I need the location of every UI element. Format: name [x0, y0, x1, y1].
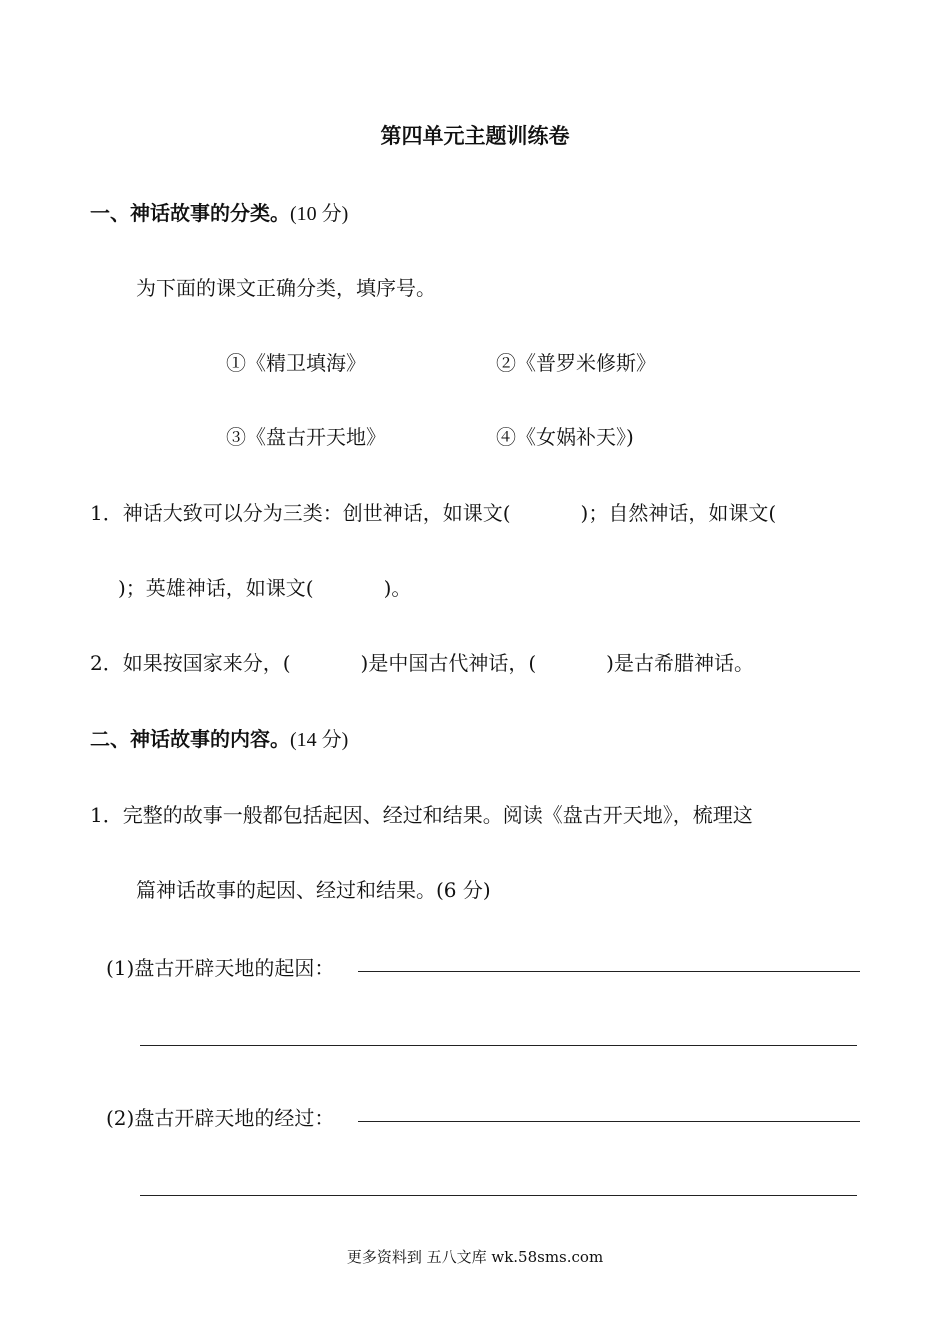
question-text: )是中国古代神话，(: [360, 651, 537, 675]
answer-line[interactable]: [358, 1121, 860, 1122]
section-1-points: (10 分): [290, 203, 349, 225]
section-2-heading: [90, 723, 348, 752]
question-2-1-line-1: [90, 799, 753, 828]
option-1: ①《精卫填海》: [226, 351, 366, 375]
question-text: )是古希腊神话。: [606, 651, 754, 675]
question-text: )；自然神话，如课文(: [580, 501, 777, 525]
question-text: 如果按国家来分，(: [122, 651, 291, 675]
question-number: 1．: [90, 803, 123, 827]
question-text: 神话大致可以分为三类：创世神话，如课文(: [122, 501, 511, 525]
option-2: ②《普罗米修斯》: [496, 351, 656, 375]
footer-text: 更多资料到 五八文库 wk.58sms.com: [346, 1248, 604, 1266]
question-1-1-line-2: [118, 572, 411, 601]
sub-question-2: (2)盘古开辟天地的经过：: [106, 1106, 335, 1130]
answer-line[interactable]: [140, 1195, 857, 1196]
question-text: 完整的故事一般都包括起因、经过和结果。阅读《盘古开天地》，梳理这: [122, 803, 753, 827]
section-2-heading-text: 二、神话故事的内容。: [90, 727, 290, 751]
option-3: ③《盘古开天地》: [226, 425, 386, 449]
question-number: 1．: [90, 501, 123, 525]
question-1-1-line-1: [90, 497, 776, 526]
section-2-points: (14 分): [290, 729, 349, 751]
question-1-2: [90, 647, 754, 676]
option-4: ④《女娲补天》): [496, 425, 634, 449]
section-1-instruction: 为下面的课文正确分类，填序号。: [136, 276, 436, 300]
question-2-1-line-2: 篇神话故事的起因、经过和结果。(6 分): [136, 878, 491, 902]
section-1-heading-text: 一、神话故事的分类。: [90, 201, 290, 225]
section-1-heading: [90, 197, 348, 226]
answer-line[interactable]: [358, 971, 860, 972]
sub-question-1: (1)盘古开辟天地的起因：: [106, 956, 335, 980]
page-title: 第四单元主题训练卷: [380, 124, 570, 148]
question-text: )。: [383, 576, 412, 600]
answer-line[interactable]: [140, 1045, 857, 1046]
question-text: )；英雄神话，如课文(: [118, 576, 314, 600]
question-number: 2．: [90, 651, 123, 675]
